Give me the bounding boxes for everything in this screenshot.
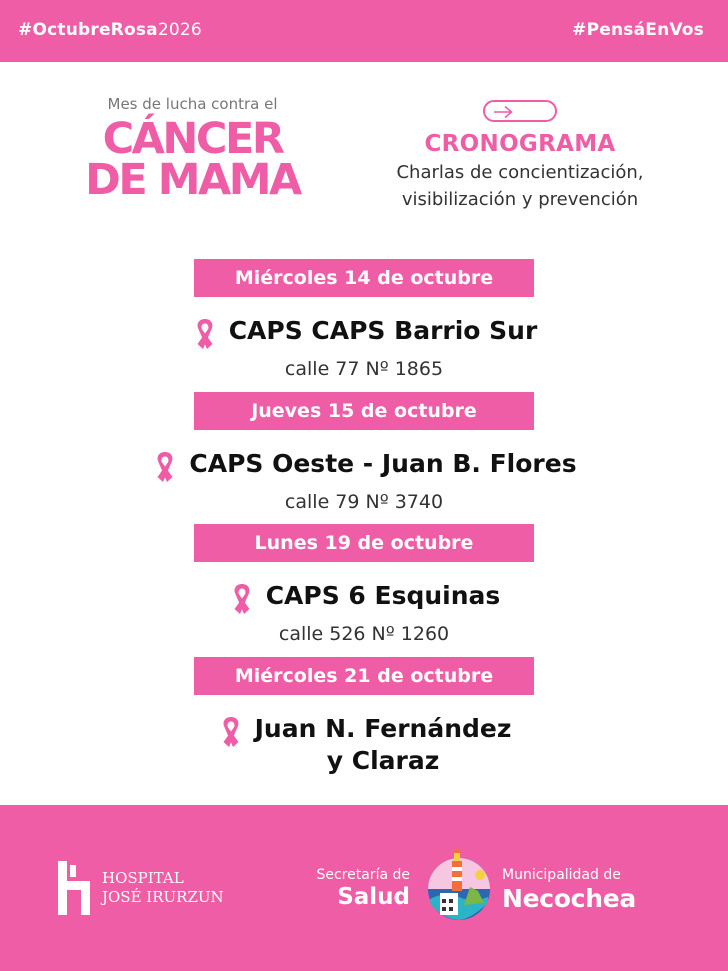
hashtag-pensa-en-vos[interactable]: #PensáEnVos (572, 20, 704, 40)
pink-ribbon-icon (217, 714, 245, 750)
pink-ribbon-icon (191, 316, 219, 352)
event-date: Jueves 15 de octubre (194, 392, 534, 430)
footer (0, 805, 728, 971)
schedule-header (360, 100, 680, 211)
pink-ribbon-icon (228, 581, 256, 617)
venue-name-line: Juan N. Fernández (254, 714, 512, 743)
campaign-title (40, 95, 345, 205)
venue-address: calle 79 Nº 3740 (284, 491, 444, 513)
venue-name-line: CAPS 6 Esquinas (265, 581, 501, 610)
event-venue (100, 713, 628, 777)
schedule-subtitle-2: visibilización y prevención (401, 189, 639, 210)
title-line-2: DE MAMA (85, 155, 300, 205)
venue-address: calle 77 Nº 1865 (284, 358, 444, 380)
municipalidad-label: Municipalidad de (502, 867, 621, 883)
event-date: Miércoles 14 de octubre (194, 259, 534, 297)
hashtag-octubre-rosa[interactable]: #OctubreRosa2026 (18, 20, 202, 40)
secretaria-label: Secretaría de (316, 867, 410, 883)
venue-name-line: y Claraz (326, 746, 440, 775)
top-banner (0, 0, 728, 62)
campaign-subtitle: Mes de lucha contra el (107, 95, 278, 113)
secretaria-salud (300, 867, 410, 910)
hospital-name-1: HOSPITAL (102, 869, 184, 887)
hospital-h-icon (56, 861, 92, 915)
venue-name-line: CAPS CAPS Barrio Sur (228, 316, 538, 345)
venue-name-line: CAPS Oeste - Juan B. Flores (189, 449, 577, 478)
salud-label: Salud (337, 884, 410, 910)
arrow-right-icon (493, 105, 515, 119)
event-date: Lunes 19 de octubre (194, 524, 534, 562)
municipalidad-necochea (502, 867, 636, 913)
title-line-1: CÁNCER (102, 114, 283, 164)
event-date: Miércoles 21 de octubre (194, 657, 534, 695)
necochea-label: Necochea (502, 884, 636, 913)
hospital-logo (56, 861, 224, 915)
event-venue (100, 580, 628, 645)
schedule-title: CRONOGRAMA (424, 131, 616, 157)
necochea-crest-icon (426, 847, 492, 923)
schedule-subtitle-1: Charlas de concientización, (396, 162, 644, 183)
event-venue (100, 315, 628, 380)
venue-address: calle 526 Nº 1260 (278, 623, 450, 645)
event-venue (100, 448, 628, 513)
arrow-pill (483, 100, 557, 122)
hospital-name-2: JOSÉ IRURZUN (102, 888, 224, 906)
pink-ribbon-icon (151, 449, 179, 485)
